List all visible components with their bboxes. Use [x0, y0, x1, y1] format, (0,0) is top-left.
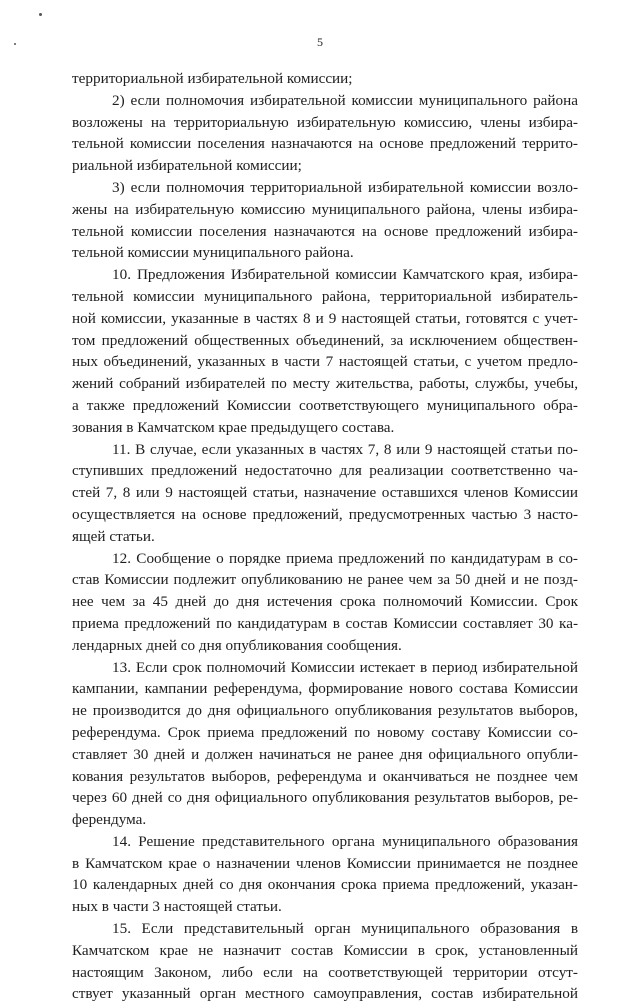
text-line: риальной избирательной комиссии;	[72, 157, 302, 175]
text-line: стей 7, 8 или 9 настоящей статьи, назначение оставшихся членов Комиссии	[72, 484, 578, 502]
text-line: ступивших предложений недостаточно для реализации соответственно ча-	[72, 462, 578, 480]
text-line: жений собраний избирателей по месту жительства, работы, службы, учебы,	[72, 375, 578, 393]
text-line: кования результатов выборов, референдума и оканчиваться не позднее чем	[72, 767, 578, 785]
text-line: ставляет 30 дней и должен начинаться не ранее дня официального опубли-	[72, 745, 578, 763]
text-line: 15. Если представительный орган муниципального образования в	[112, 920, 578, 938]
text-line: тельной комиссии поселения назначаются на основе предложений избира-	[72, 222, 578, 240]
text-line: ферендума.	[72, 811, 147, 829]
text-line: нее чем за 45 дней до дня истечения срока полномочий Комиссии. Срок	[72, 593, 578, 611]
paragraph	[72, 90, 578, 177]
text-line: 12. Сообщение о порядке приема предложений по кандидатурам в со-	[112, 549, 578, 567]
text-line: 10 календарных дней со дня окончания срока приема предложений, указан-	[72, 876, 578, 894]
text-line: ствует указанный орган местного самоуправления, состав избирательной	[72, 985, 578, 1003]
text-line: 11. В случае, если указанных в частях 7, 8 или 9 настоящей статьи по-	[112, 440, 578, 458]
paragraph	[72, 918, 578, 1005]
paragraph	[72, 177, 578, 264]
paragraph	[72, 264, 578, 438]
paragraph	[72, 68, 578, 90]
text-line: тельной комиссии муниципального района, территориальной избиратель-	[72, 287, 578, 305]
scan-speck	[39, 13, 42, 16]
text-line: не производится до дня официального опубликования результатов выборов,	[72, 702, 578, 720]
text-line: тельной комиссии поселения назначаются на основе предложений террито-	[72, 135, 578, 153]
text-line: ной комиссии, указанные в частях 8 и 9 настоящей статьи, готовятся с учет-	[72, 309, 578, 327]
text-line: зования в Камчатском крае предыдущего состава.	[72, 418, 395, 436]
text-line: через 60 дней со дня официального опубликования результатов выборов, ре-	[72, 789, 578, 807]
text-line: тельной комиссии муниципального района.	[72, 244, 354, 262]
text-line: 14. Решение представительного органа муниципального образования	[112, 832, 578, 850]
text-line: возложены на территориальную избирательную комиссию, члены избира-	[72, 113, 578, 131]
page-number: 5	[317, 35, 323, 49]
text-line: ящей статьи.	[72, 527, 155, 545]
text-line: том предложений общественных объединений, за исключением обществен-	[72, 331, 578, 349]
text-line: референдума. Срок приема предложений по новому составу Комиссии со-	[72, 723, 578, 741]
document-body	[72, 68, 578, 1005]
paragraph	[72, 657, 578, 831]
text-line: 2) если полномочия избирательной комиссии муниципального района	[112, 91, 578, 109]
text-line: ных объединений, указанных в части 7 настоящей статьи, с учетом предло-	[72, 353, 578, 371]
text-line: приема предложений по кандидатурам в состав Комиссии составляет 30 ка-	[72, 614, 578, 632]
text-line: 10. Предложения Избирательной комиссии Камчатского края, избира-	[112, 266, 578, 284]
text-line: жены на избирательную комиссию муниципального района, члены избира-	[72, 200, 578, 218]
text-line: 13. Если срок полномочий Комиссии истекает в период избирательной	[112, 658, 578, 676]
text-line: настоящим Законом, либо если на соответствующей территории отсут-	[72, 963, 578, 981]
text-line: Камчатском крае не назначит состав Комиссии в срок, установленный	[72, 941, 578, 959]
text-line: лендарных дней со дня опубликования сообщения.	[72, 636, 402, 654]
text-line: 3) если полномочия территориальной избирательной комиссии возло-	[112, 178, 578, 196]
text-line: территориальной избирательной комиссии;	[72, 70, 353, 87]
text-line: кампании, кампании референдума, формирование нового состава Комиссии	[72, 680, 578, 698]
paragraph	[72, 831, 578, 918]
paragraph	[72, 548, 578, 657]
text-line: а также предложений Комиссии соответствующего муниципального обра-	[72, 396, 578, 414]
text-line: осуществляется на основе предложений, предусмотренных частью 3 насто-	[72, 505, 578, 523]
paragraph	[72, 439, 578, 548]
text-line: ных в части 3 настоящей статьи.	[72, 898, 282, 916]
text-line: став Комиссии подлежит опубликованию не ранее чем за 50 дней и не позд-	[72, 571, 578, 589]
text-line: в Камчатском крае о назначении членов Комиссии принимается не позднее	[72, 854, 578, 872]
